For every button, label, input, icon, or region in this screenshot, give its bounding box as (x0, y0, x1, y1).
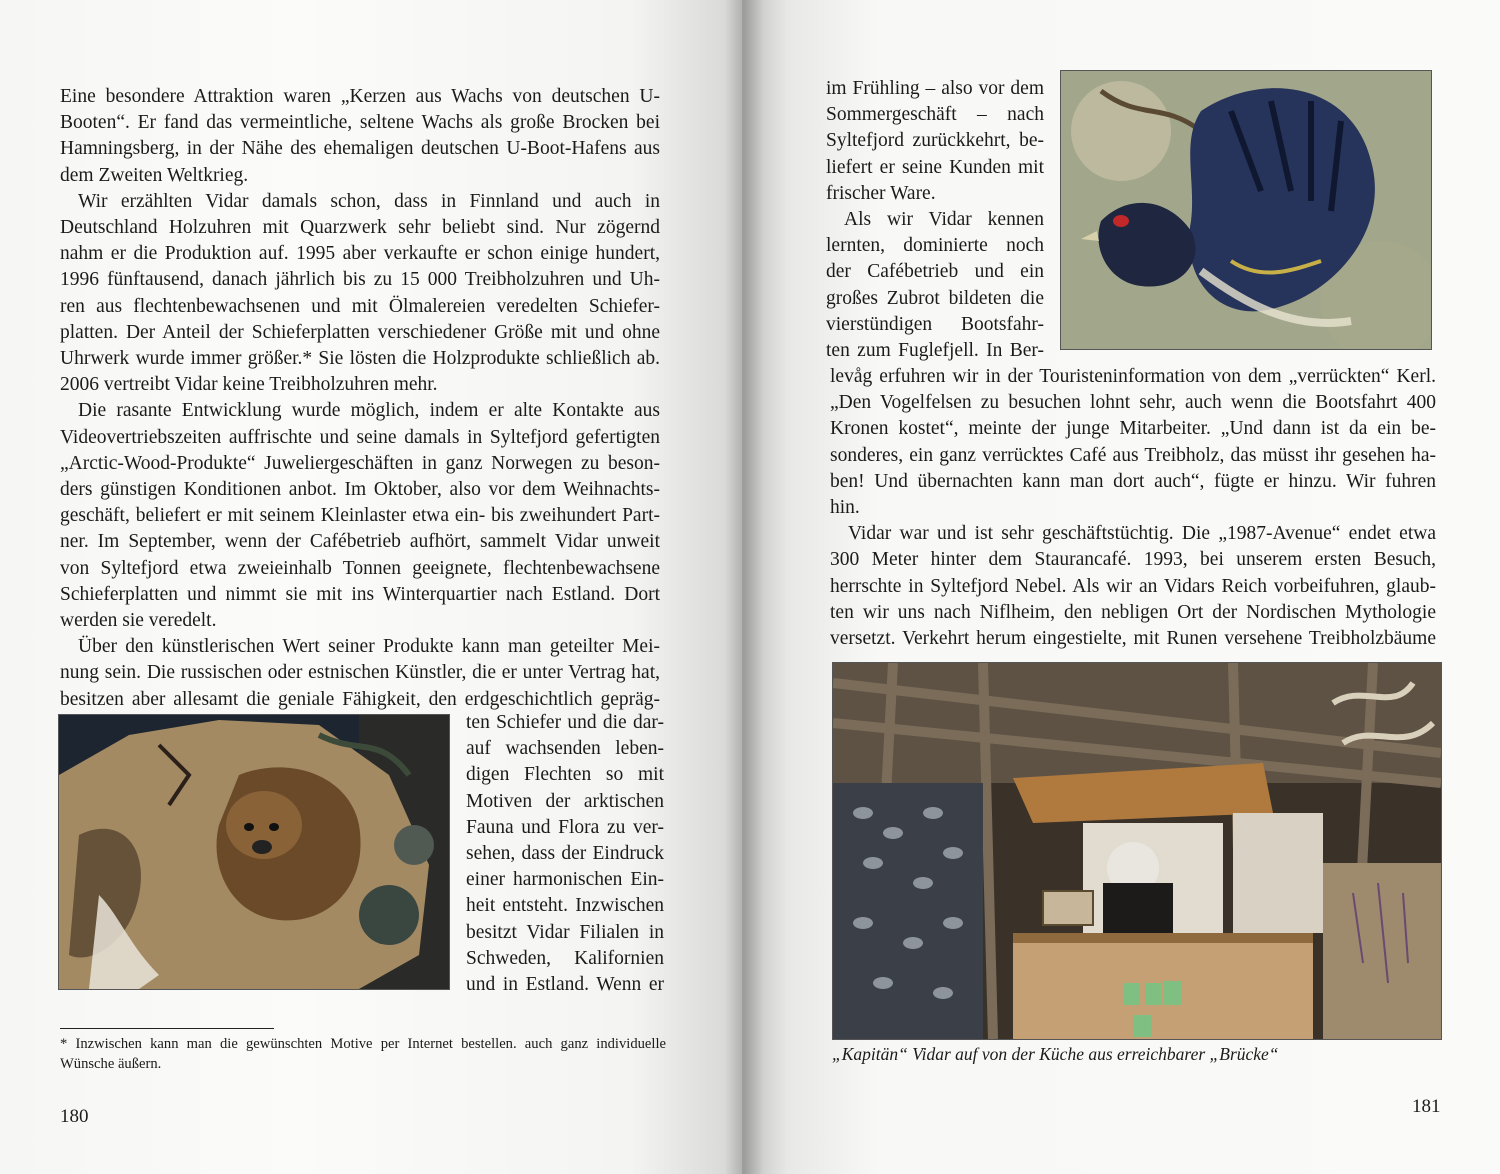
page-number-left: 180 (60, 1106, 89, 1127)
bear-painting-photo (58, 714, 450, 990)
footnote-rule (60, 1028, 274, 1029)
bird-painting-photo (1060, 70, 1432, 350)
page-number-right: 181 (1412, 1096, 1441, 1117)
left-body-text (60, 84, 660, 713)
paragraph-3: Die rasante Entwicklung wurde möglich, indem er alte Kontakte aus Videovertriebszeiten auffrischte und seine damals in Syltefjord gefertigten „Arctic-Wood-Produkte“ Juweliergeschäften in ganz Norwegen zu beson- ders günstigen Konditionen anbot. Im Oktober, also vor dem Weihnachts- geschäft, beliefert er mit seinem Kleinlaster etwa ein- bis zweihundert Part- ner. Im September, wenn der Cafébetrieb aufhört, sammelt Vidar unweit von Syltefjord etwa zweieinhalb Tonnen geeignete, flechtenbewachsene Schieferplatten und nimmt sie mit ins Winterquartier nach Estland. Dort werden sie veredelt. (60, 400, 660, 632)
paragraph-1: Eine besondere Attraktion waren „Kerzen aus Wachs von deutschen U- Booten“. Er fand das vermeintliche, seltene Wachs als große Brocken bei Hamningsberg, in der Nähe des ehemaligen deutschen U-Boot-Hafens aus dem Zweiten Weltkrieg. (60, 86, 660, 186)
left-wrap-text: ten Schiefer und die dar- auf wachsenden leben- digen Flechten so mit Motiven der arktischen Fauna und Flora zu ver- sehen, dass der Eindruck einer harmonischen Ein- heit entsteht. Inzwischen besitzt Vidar Filialen in Schweden, Kalifornien und in Estland. Wenn er (466, 712, 664, 996)
book-gutter (724, 0, 764, 1174)
paragraph-2: Wir erzählten Vidar damals schon, dass in Finnland und auch in Deutschland Holzuhren mit Quarzwerk sehr beliebt sind. Nur zögernd nahm er die Produktion auf. 1995 aber verkaufte er schon einige hundert, 1996 fünftausend, danach jährlich bis zu 15 000 Treibholzuhren und Uh- ren aus flechtenbewachsenen und mit Ölmalereien veredelten Schiefer- platten. Der Anteil der Schieferplatten verschiedener Größe mit und ohne Uhrwerk wurde immer größer.* Sie lösten die Holzprodukte schließlich ab. 2006 vertreibt Vidar keine Treibholzuhren mehr. (60, 190, 660, 396)
right-wrap-text: im Frühling – also vor dem Sommergeschäft – nach Syltefjord zurückkehrt, be- liefert er seine Kunden mit frischer Ware. Als wir Vidar kennen lernten, dominierte noch der Cafébetrieb und ein großes Zubrot bildeten die vierstündigen Bootsfahr- ten zum Fuglefjell. In Ber- (826, 78, 1044, 362)
footnote: * Inzwischen kann man die gewünschten Motive per Internet bestellen. auch ganz individuelle Wünsche äußern. (60, 1036, 666, 1072)
paragraph-4: Über den künstlerischen Wert seiner Produkte kann man geteilter Mei- nung sein. Die russischen oder estnischen Künstler, die er unter Vertrag hat, besitzen aber allesamt die geniale Fähigkeit, den erdgeschichtlich gepräg- (60, 636, 660, 710)
right-body-text: levåg erfuhren wir in der Touristeninformation von dem „verrückten“ Kerl. „Den Vogelfelsen zu besuchen lohnt sehr, auch wenn die Bootsfahrt 400 Kronen kostet“, meinte der junge Mitarbeiter. „Und dann ist da ein be- sonderes, ein ganz verrücktes Café aus Treibholz, das müsst ihr gesehen ha- ben! Und übernachten kann man dort auch“, fügte er hinzu. Wir fuhren hin. Vidar war und ist sehr geschäftstüchtig. Die „1987-Avenue“ endet etwa 300 Meter hinter dem Staurancafé. 1993, bei unserem ersten Besuch, herrschte in Syltefjord Nebel. Als wir an Vidars Reich vorbeifuhren, glaub- ten wir uns nach Niflheim, den nebligen Ort der Nordischen Mythologie versetzt. Verkehrt herum eingestielte, mit Runen versehene Treibholzbäume (830, 366, 1436, 650)
photo-caption: „Kapitän“ Vidar auf von der Küche aus erreichbarer „Brücke“ (832, 1044, 1279, 1064)
cafe-interior-photo (832, 662, 1442, 1040)
